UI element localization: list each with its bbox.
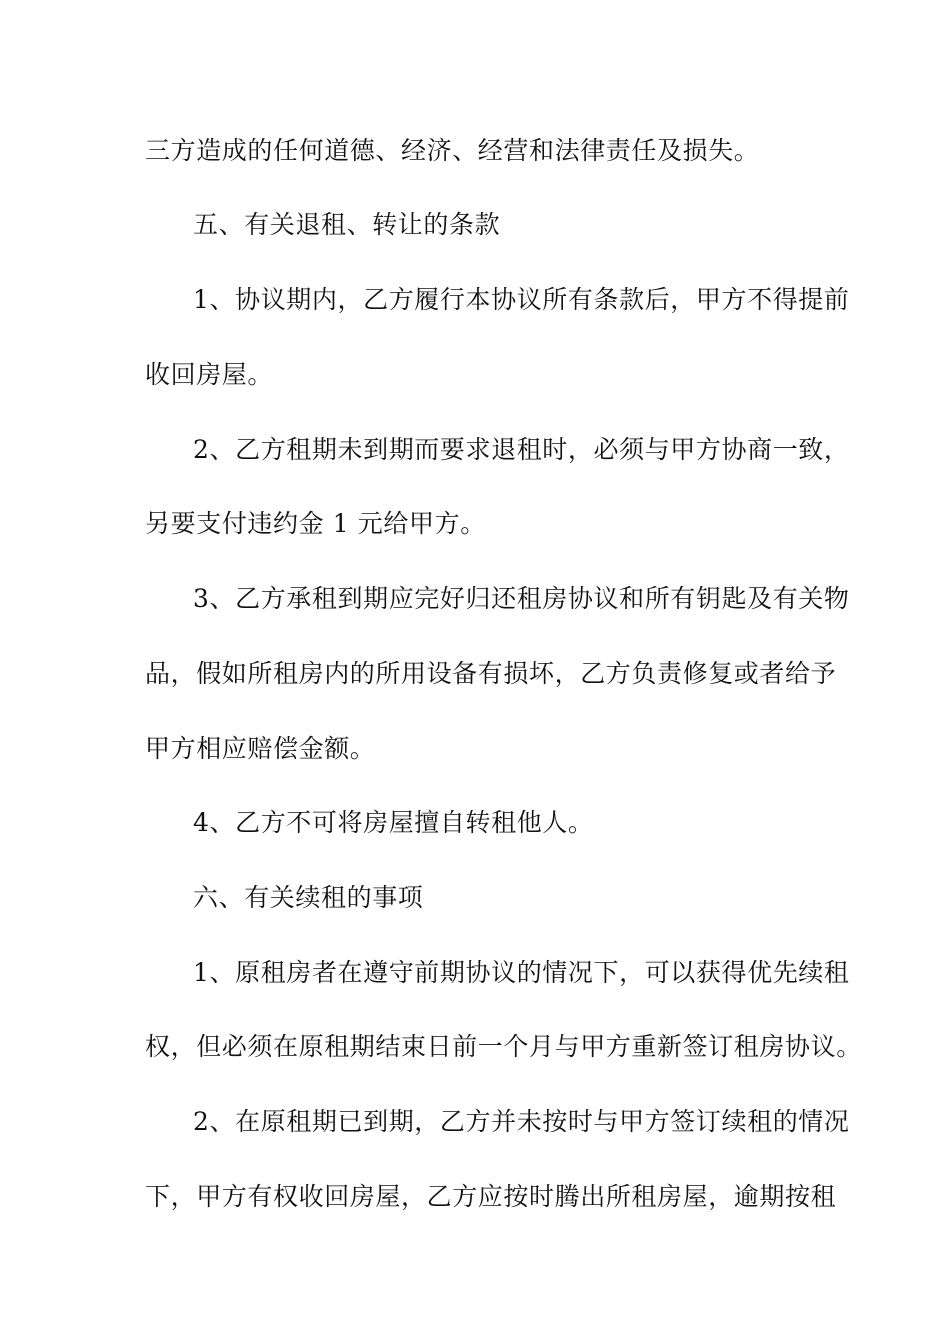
text-line: 下，甲方有权收回房屋，乙方应按时腾出所租房屋，逾期按租 xyxy=(145,1182,837,1211)
text-line: 2、在原租期已到期，乙方并未按时与甲方签订续租的情况 xyxy=(193,1107,850,1136)
text-line: 收回房屋。 xyxy=(145,360,274,389)
text-line: 另要支付违约金 1 元给甲方。 xyxy=(145,509,486,538)
text-line: 甲方相应赔偿金额。 xyxy=(145,734,376,763)
text-line: 1、原租房者在遵守前期协议的情况下，可以获得优先续租 xyxy=(193,958,850,987)
section-heading: 五、有关退租、转让的条款 xyxy=(193,210,501,239)
text-line: 2、乙方租期未到期而要求退租时，必须与甲方协商一致， xyxy=(193,435,850,464)
text-line: 三方造成的任何道德、经济、经营和法律责任及损失。 xyxy=(145,136,760,165)
text-line: 品，假如所租房内的所用设备有损坏，乙方负责修复或者给予 xyxy=(145,659,837,688)
text-line: 3、乙方承租到期应完好归还租房协议和所有钥匙及有关物 xyxy=(193,584,850,613)
text-line: 1、协议期内，乙方履行本协议所有条款后，甲方不得提前 xyxy=(193,285,850,314)
section-heading: 六、有关续租的事项 xyxy=(193,883,424,912)
text-line: 权，但必须在原租期结束日前一个月与甲方重新签订租房协议。 xyxy=(145,1032,862,1061)
text-line: 4、乙方不可将房屋擅自转租他人。 xyxy=(193,808,594,837)
